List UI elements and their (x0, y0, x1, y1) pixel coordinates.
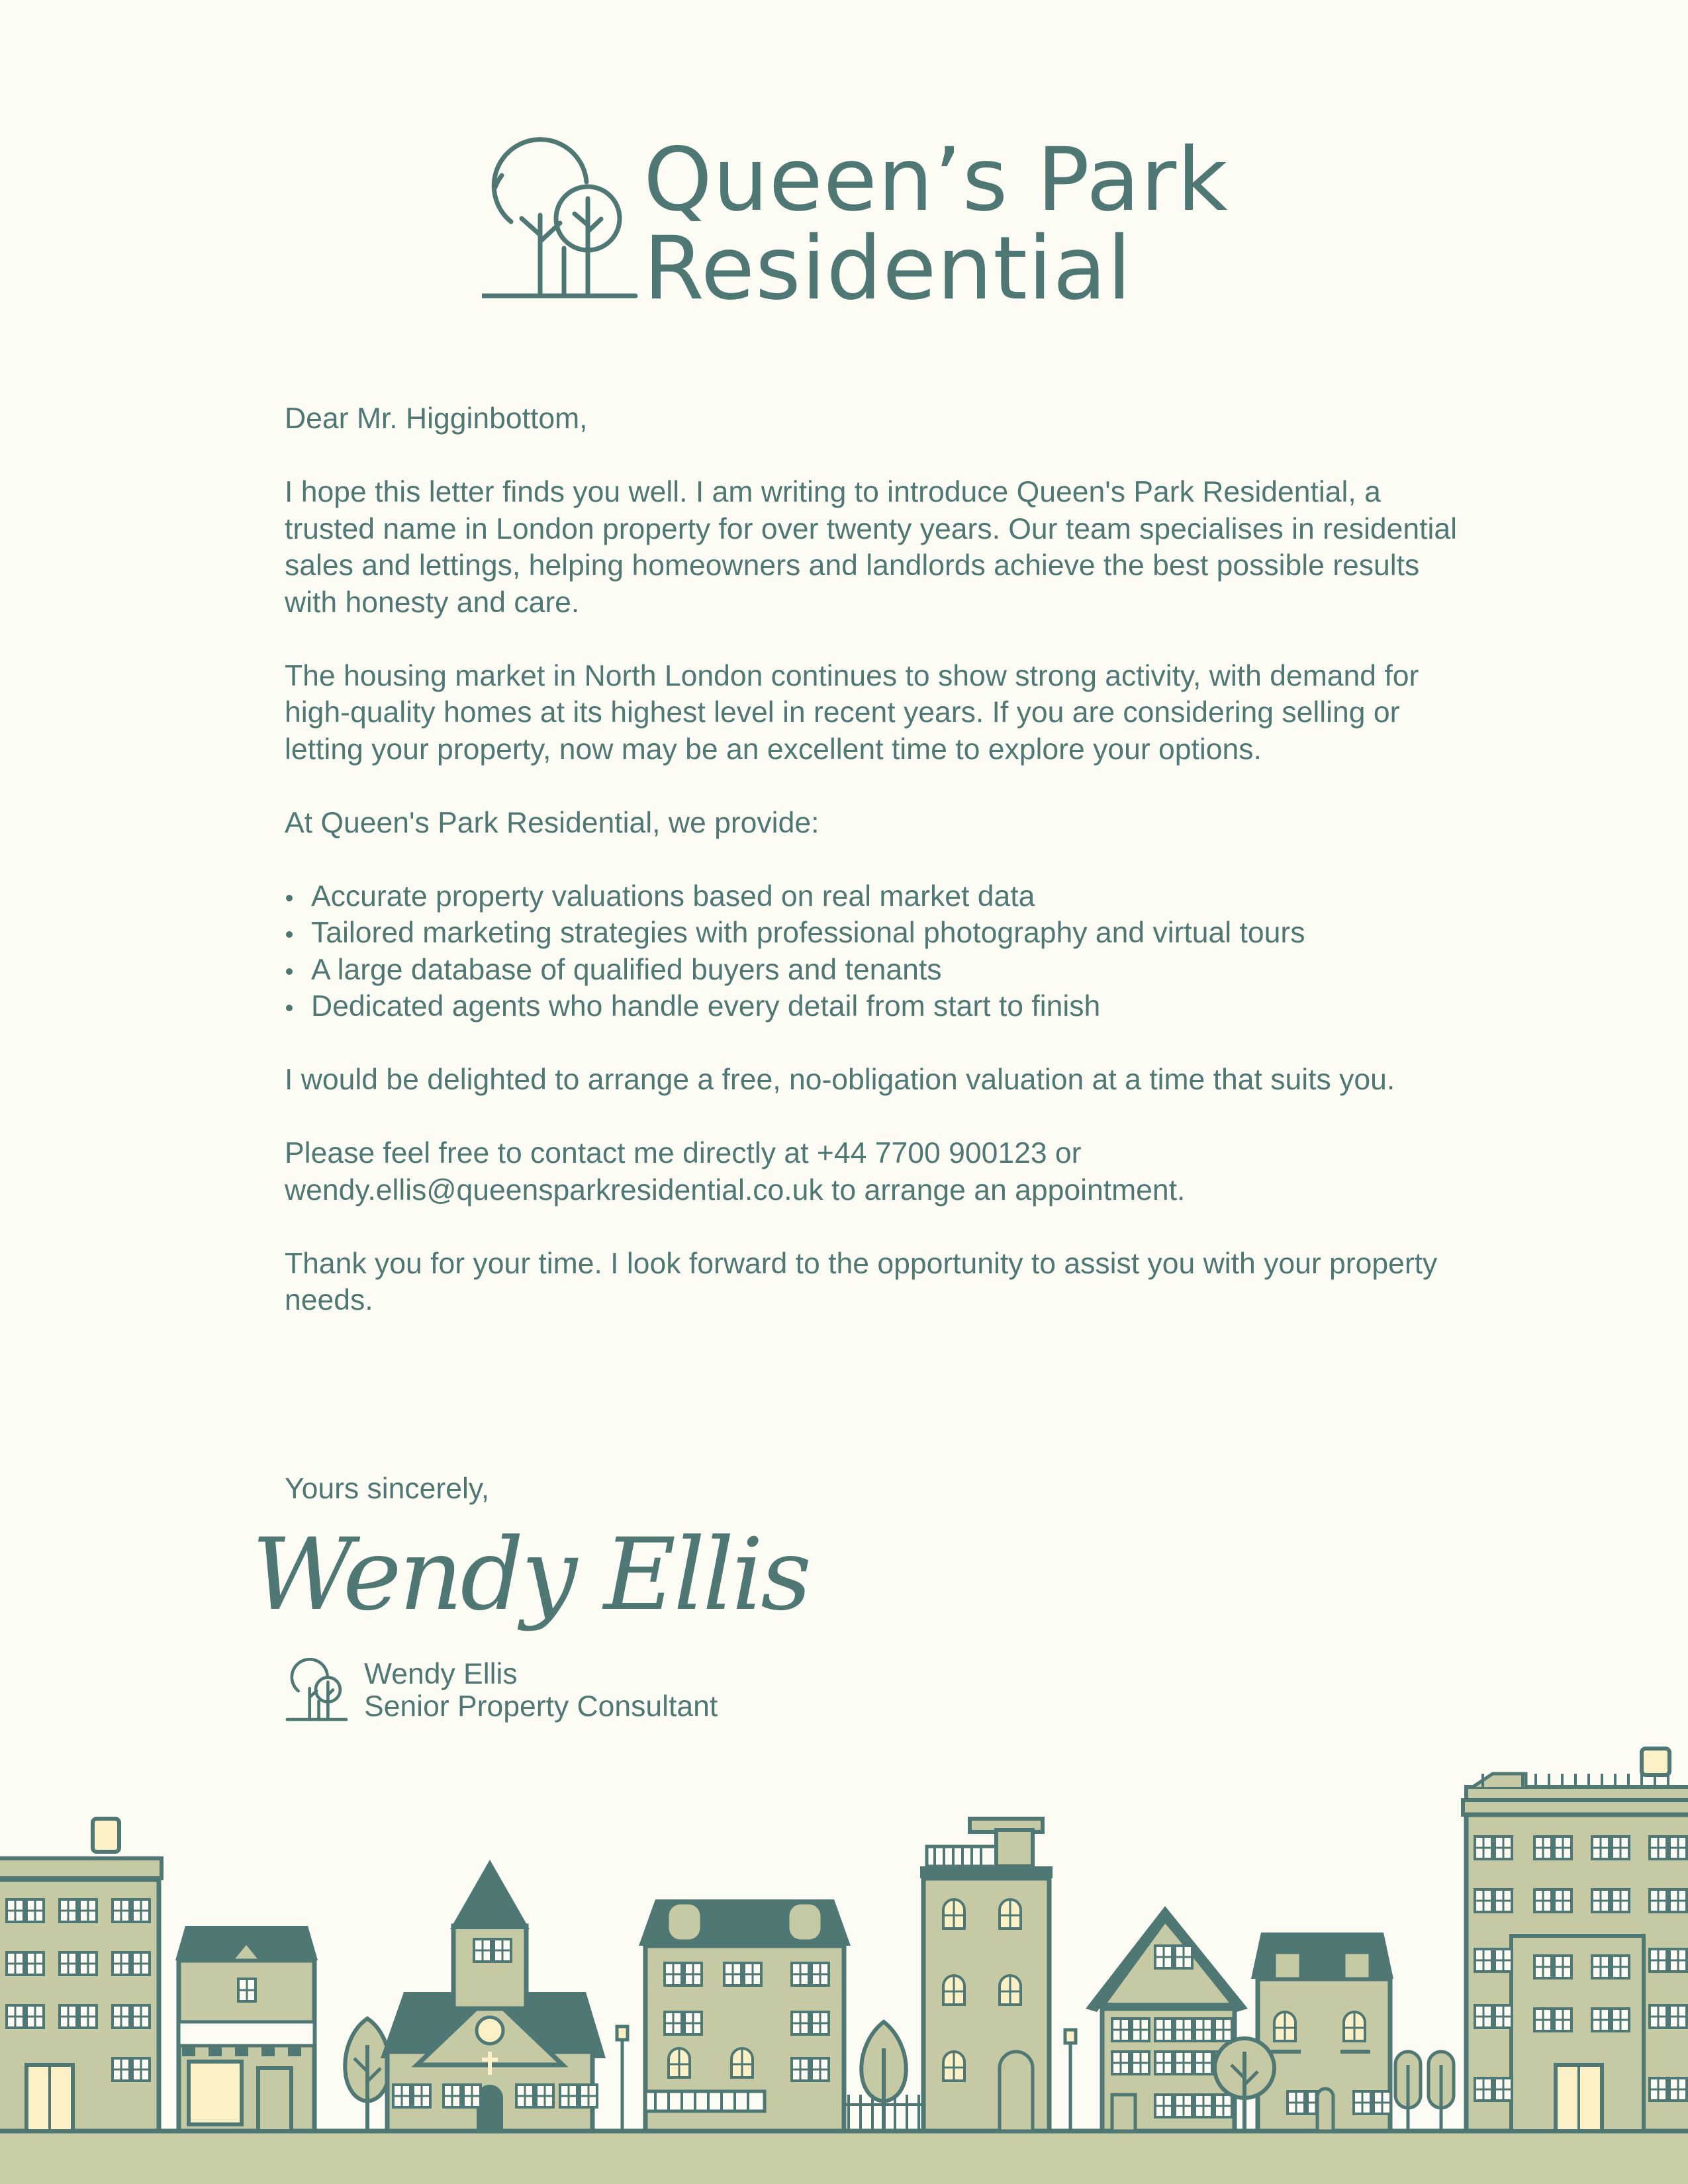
tree-logo-small-icon (285, 1658, 351, 1724)
list-item: Tailored marketing strategies with professional photography and virtual tours (285, 915, 1470, 952)
brand-logo (482, 129, 1229, 320)
handwritten-signature: Wendy Ellis (252, 1518, 810, 1633)
list-item: Accurate property valuations based on real market data (285, 878, 1470, 915)
paragraph-contact: Please feel free to contact me directly at +44 7700 900123 or wendy.ellis@queensparkresidential.co.uk to arrange an appointment. (285, 1137, 1186, 1206)
letter-body (285, 400, 1470, 1355)
brand-name-line2: Residential (643, 218, 1133, 320)
paragraph-thanks: Thank you for your time. I look forward to the opportunity to assist you with your property needs. (285, 1247, 1438, 1316)
list-item: A large database of qualified buyers and tenants (285, 952, 1470, 989)
paragraph-market: The housing market in North London continues to show strong activity, with demand for high-quality homes at its highest level in recent years. If you are considering selling or letting your property, now may be an excellent time to explore your options. (285, 659, 1419, 766)
services-list (285, 878, 1470, 1025)
signatory-title: Senior Property Consultant (364, 1690, 718, 1723)
brand-name (643, 129, 1229, 320)
paragraph-provide: At Queen's Park Residential, we provide: (285, 806, 820, 839)
signatory-name: Wendy Ellis (364, 1658, 518, 1690)
list-item: Dedicated agents who handle every detail from start to finish (285, 988, 1470, 1025)
tree-logo-icon (482, 136, 641, 308)
townscape-illustration (0, 1741, 1688, 2184)
paragraph-intro: I hope this letter finds you well. I am writing to introduce Queen's Park Residential, a trusted name in London property for over twenty years. Our team specialises in residential sales and lettings, helping homeowners and landlords achieve the best possible results with honesty and care. (285, 476, 1457, 619)
paragraph-valuation: I would be delighted to arrange a free, no-obligation valuation at a time that suits you. (285, 1064, 1395, 1096)
salutation: Dear Mr. Higginbottom, (285, 402, 588, 435)
signatory (364, 1658, 718, 1723)
closing: Yours sincerely, (285, 1473, 490, 1505)
brand-name-line1: Queen’s Park (643, 129, 1229, 231)
